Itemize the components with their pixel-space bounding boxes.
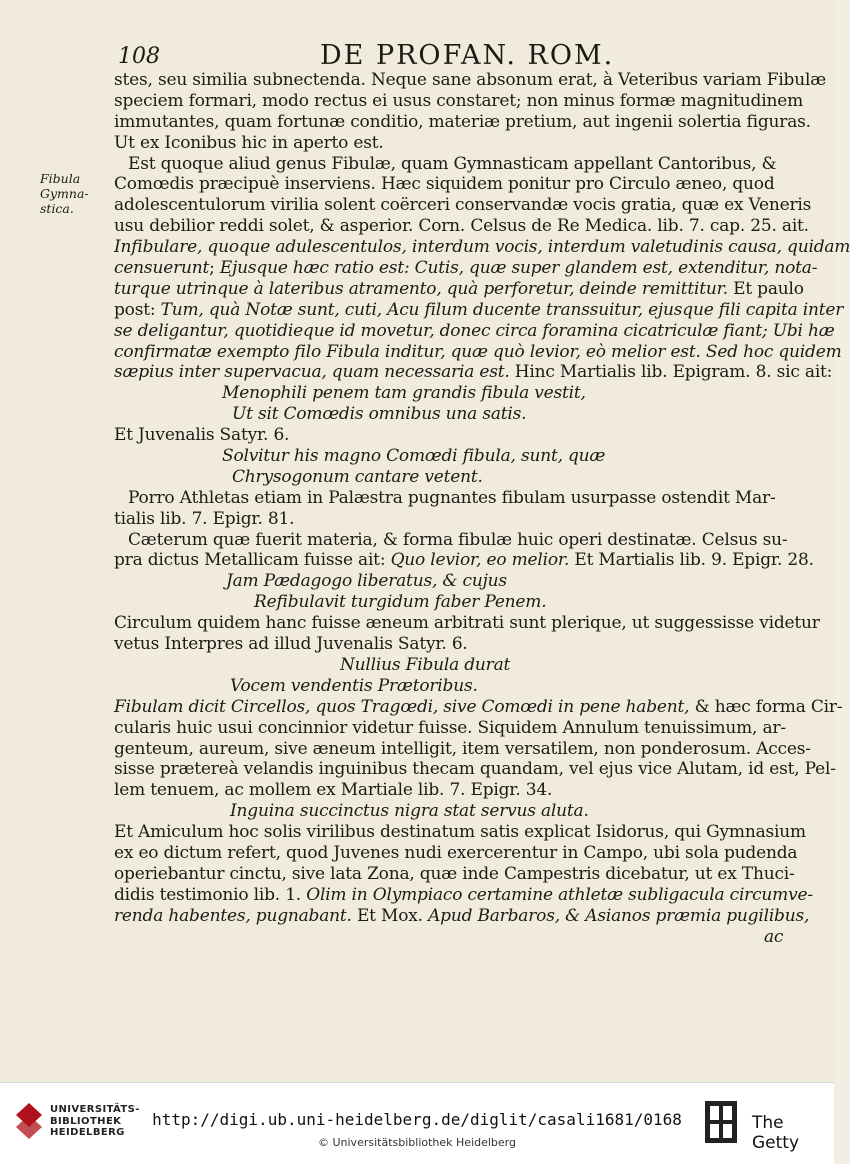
text-run: & hæc forma Cir- <box>689 696 843 717</box>
text-line <box>114 530 824 551</box>
text-line <box>114 320 835 342</box>
text-line <box>114 906 824 927</box>
text-run: usu debilior reddi solet, & asperior. Corn. Celsus de Re Medica. lib. 7. cap. 25. ait. <box>114 216 809 237</box>
italic-text-run: Quo levior, eo melior. <box>390 550 570 571</box>
text-line <box>114 279 824 300</box>
italic-text-run: Vocem vendentis Prætoribus. <box>230 675 478 696</box>
italic-text-run: ac <box>764 926 784 947</box>
viewer-footer <box>0 1082 834 1164</box>
text-line <box>114 425 824 446</box>
permalink-url[interactable]: http://digi.ub.uni-heidelberg.de/diglit/casali1681/0168 <box>152 1110 682 1129</box>
italic-text-run: Ut sit Comœdis omnibus una satis. <box>232 404 527 425</box>
italic-text-run: turque utrinque à lateribus atramento, quà perforetur, deinde remittitur. <box>114 278 728 299</box>
page-number: 108 <box>118 44 160 69</box>
text-line <box>114 634 824 655</box>
text-line <box>114 780 824 801</box>
text-line <box>114 592 824 613</box>
margin-note-line: Fibula <box>40 171 81 186</box>
text-run: adolescentulorum virilia solent coërceri conservandæ vocis gratia, quæ ex Veneris <box>114 195 812 216</box>
text-run: lem tenuem, ac mollem ex Martiale lib. 7. Epigr. 34. <box>114 780 553 801</box>
text-run: operiebantur cinctu, sive lata Zona, quæ inde Campestris dicebatur, ut ex Thuci- <box>114 863 795 884</box>
text-line <box>114 696 843 718</box>
text-line <box>114 383 824 404</box>
text-run: vetus Interpres ad illud Juvenalis Satyr. 6. <box>114 634 468 655</box>
partner-name: The Getty <box>752 1113 800 1153</box>
italic-text-run: Ejusque hæc ratio est: Cutis, quæ super glandem est, extenditur, nota- <box>219 258 818 279</box>
text-line <box>114 446 824 467</box>
text-run: pra dictus Metallicam fuisse ait: <box>114 550 391 571</box>
text-run: cularis huic usui concinnior videtur fuisse. Siquidem Annulum tenuissimum, ar- <box>114 717 786 738</box>
margin-note <box>40 171 110 216</box>
italic-text-run: Inguina succinctus nigra stat servus aluta. <box>230 801 589 822</box>
text-line <box>114 174 824 195</box>
text-line <box>114 718 824 739</box>
text-run: Hinc Martialis lib. Epigram. 8. sic ait: <box>509 362 833 383</box>
italic-text-run: renda habentes, pugnabant. <box>114 905 352 926</box>
text-run: Cæterum quæ fuerit materia, & forma fibulæ huic operi destinatæ. Celsus su- <box>128 529 788 550</box>
text-run: Et paulo <box>727 278 804 299</box>
library-name: UNIVERSITÄTS- BIBLIOTHEK HEIDELBERG <box>50 1104 140 1138</box>
text-line <box>114 759 836 780</box>
copyright-notice: © Universitätsbibliothek Heidelberg <box>317 1136 516 1149</box>
text-line <box>114 571 824 592</box>
text-run: Et Martialis lib. 9. Epigr. 28. <box>569 550 814 571</box>
text-line <box>114 885 824 906</box>
text-line <box>114 843 824 864</box>
page-header <box>110 38 710 71</box>
text-run: speciem formari, modo rectus ei usus constaret; non minus formæ magnitudinem <box>114 90 804 111</box>
margin-note-line: Gymna- <box>40 186 89 201</box>
italic-text-run: Olim in Olympiaco certamine athletæ subligacula circumve- <box>306 884 813 905</box>
text-line <box>114 133 824 154</box>
text-line <box>114 70 827 91</box>
text-run: ; <box>209 258 220 279</box>
italic-text-run: Chrysogonum cantare vetent. <box>232 466 483 487</box>
text-run: didis testimonio lib. 1. <box>114 884 307 905</box>
text-line <box>114 195 824 216</box>
text-run: tialis lib. 7. Epigr. 81. <box>114 508 295 529</box>
text-line <box>114 550 824 571</box>
italic-text-run: se deligantur, quotidieque id movetur, donec circa foramina cicatriculæ fiant; Ubi hæ <box>114 320 835 341</box>
text-run: sisse prætereà velandis inguinibus thecam quandam, vel ejus vice Alutam, id est, Pel- <box>114 759 836 780</box>
text-line <box>114 655 824 676</box>
italic-text-run: Nullius Fibula durat <box>340 654 511 675</box>
text-run: post: <box>114 299 161 320</box>
text-run: Porro Athletas etiam in Palæstra pugnantes fibulam usurpasse ostendit Mar- <box>128 487 776 508</box>
text-line <box>114 299 844 321</box>
italic-text-run: Tum, quà Notæ sunt, cuti, Acu filum ducente transsuitur, ejusque fili capita inter <box>160 299 844 320</box>
text-line <box>114 822 824 843</box>
italic-text-run: confirmatæ exempto filo Fibula inditur, quæ quò levior, eò melior est. Sed hoc quidem <box>114 341 842 362</box>
text-run: Et Mox. <box>351 905 429 926</box>
text-line <box>114 676 824 697</box>
italic-text-run: Solvitur his magno Comœdi fibula, sunt, quæ <box>222 446 606 467</box>
body-text <box>114 70 850 947</box>
text-line <box>114 362 833 383</box>
italic-text-run: Refibulavit turgidum faber Penem. <box>254 592 547 613</box>
text-line <box>114 258 824 279</box>
italic-text-run: Menophili penem tam grandis fibula vestit, <box>222 383 586 404</box>
italic-text-run: Jam Pædagogo liberatus, & cujus <box>226 571 507 592</box>
running-title: DE PROFAN. ROM. <box>320 40 615 71</box>
text-run: Et Juvenalis Satyr. 6. <box>114 425 290 446</box>
text-line <box>114 112 824 133</box>
text-line <box>114 341 842 363</box>
text-line <box>114 739 824 760</box>
text-line <box>114 864 824 885</box>
italic-text-run: Infibulare, quoque adulescentulos, interdum vocis, interdum valetudinis causa, quidam <box>114 237 850 258</box>
text-run: ex eo dictum refert, quod Juvenes nudi exercerentur in Campo, ubi sola pudenda <box>114 842 798 863</box>
text-line <box>114 404 824 425</box>
text-line <box>114 509 824 530</box>
text-run: Est quoque aliud genus Fibulæ, quam Gymnasticam appellant Cantoribus, & <box>128 153 777 174</box>
text-line <box>114 154 824 175</box>
italic-text-run: Apud Barbaros, & Asianos præmia pugilibus, <box>428 905 810 926</box>
text-run: Comœdis præcipuè inserviens. Hæc siquidem ponitur pro Circulo æneo, quod <box>114 174 775 195</box>
italic-text-run: censuerunt <box>114 258 210 279</box>
getty-logo-icon <box>703 1099 739 1145</box>
text-line <box>114 927 824 948</box>
text-line <box>114 488 824 509</box>
text-run: Et Amiculum hoc solis virilibus destinatum satis explicat Isidorus, qui Gymnasium <box>114 822 806 843</box>
text-line <box>114 91 824 112</box>
text-run: Circulum quidem hanc fuisse æneum arbitrati sunt plerique, ut suggessisse videtur <box>114 613 820 634</box>
italic-text-run: sæpius inter supervacua, quam necessaria est. <box>114 362 510 383</box>
text-line <box>114 467 824 488</box>
italic-text-run: Fibulam dicit Circellos, quos Tragœdi, sive Comœdi in pene habent, <box>114 696 690 717</box>
text-run: genteum, aureum, sive æneum intelligit, item versatilem, non ponderosum. Acces- <box>114 738 811 759</box>
text-run: immutantes, quam fortunæ conditio, materiæ pretium, aut ingenii solertia figuras. <box>114 111 811 132</box>
text-line <box>114 801 824 822</box>
text-line <box>114 216 824 237</box>
text-run: Ut ex Iconibus hic in aperto est. <box>114 132 384 153</box>
text-run: stes, seu similia subnectenda. Neque sane absonum erat, à Veteribus variam Fibulæ <box>114 70 827 90</box>
margin-note-line: stica. <box>40 201 74 216</box>
text-line <box>114 613 824 634</box>
text-line <box>114 237 850 258</box>
